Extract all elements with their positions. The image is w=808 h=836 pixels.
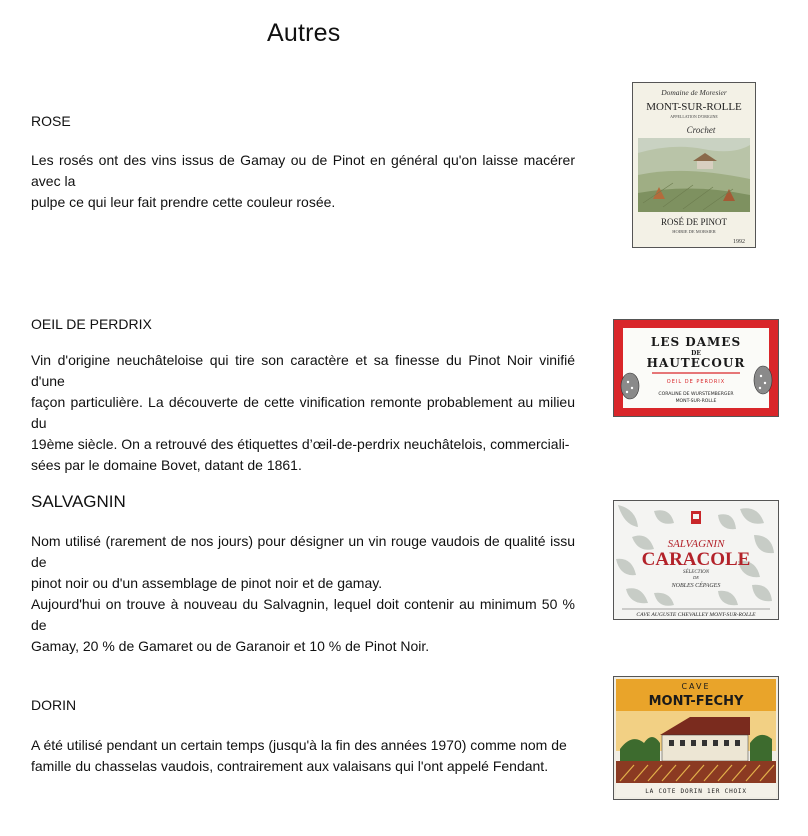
label-text: ROSÉ DE PINOT: [660, 217, 728, 227]
paragraph-line: façon particulière. La découverte de cette vinification remonte probablement au milieu du: [31, 394, 575, 431]
label-text: LA COTE DORIN 1ER CHOIX: [645, 788, 747, 795]
label-text: HAUTECOUR: [646, 356, 746, 370]
section-paragraph-oeil-de-perdrix: [31, 350, 575, 476]
page-title: Autres: [267, 19, 341, 47]
label-text: DE: [691, 350, 701, 357]
salvagnin-wine-label: [613, 500, 779, 620]
label-text: Crochet: [686, 125, 716, 135]
paragraph-line: sées par le domaine Bovet, datant de 1861.: [31, 457, 302, 473]
paragraph-line: Nom utilisé (rarement de nos jours) pour désigner un vin rouge vaudois de qualité issu de: [31, 533, 575, 570]
label-text: APPELLATION D'ORIGINE: [670, 114, 718, 119]
label-text: DE: [693, 575, 699, 580]
section-paragraph-salvagnin: [31, 531, 575, 657]
paragraph-line: Vin d'origine neuchâteloise qui tire son caractère et sa finesse du Pinot Noir vinifié d'une: [31, 352, 575, 389]
label-text: CAVE: [681, 682, 711, 691]
section-heading-oeil-de-perdrix: OEIL DE PERDRIX: [31, 316, 152, 332]
label-text: OEIL DE PERDRIX: [666, 379, 726, 385]
paragraph-line: A été utilisé pendant un certain temps (jusqu'à la fin des années 1970) comme nom de: [31, 737, 567, 753]
section-paragraph-dorin: [31, 735, 575, 777]
section-paragraph-rose: [31, 150, 575, 213]
label-text: 1992: [733, 239, 745, 245]
paragraph-line: Gamay, 20 % de Gamaret ou de Garanoir et 10 % de Pinot Noir.: [31, 638, 430, 654]
label-text: HOIRIE DE MORSIER: [672, 229, 716, 234]
label-text: MONT-SUR-ROLLE: [675, 399, 717, 404]
paragraph-line: pulpe ce qui leur fait prendre cette couleur rosée.: [31, 194, 336, 210]
rose-wine-label: [632, 82, 756, 248]
label-text: MONT-FECHY: [648, 694, 744, 709]
label-text: LES DAMES: [650, 335, 742, 349]
label-text: MONT-SUR-ROLLE: [646, 101, 742, 113]
section-heading-salvagnin: SALVAGNIN: [31, 492, 126, 511]
paragraph-line: pinot noir ou d'un assemblage de pinot noir et de gamay.: [31, 575, 383, 591]
label-text: Domaine de Moresier: [661, 88, 727, 97]
paragraph-line: Aujourd'hui on trouve à nouveau du Salvagnin, lequel doit contenir au minimum 50 % de: [31, 596, 575, 633]
label-text: CAVE AUGUSTE CHEVALLEY MONT-SUR-ROLLE: [636, 612, 756, 618]
label-text: SALVAGNIN: [667, 538, 725, 550]
dorin-wine-label: [613, 676, 779, 800]
section-heading-rose: ROSE: [31, 113, 71, 129]
label-text: CARACOLE: [641, 549, 751, 570]
oeil-de-perdrix-wine-label: [613, 319, 779, 417]
paragraph-line: famille du chasselas vaudois, contrairement aux valaisans qui l'ont appelé Fendant.: [31, 758, 549, 774]
section-heading-dorin: DORIN: [31, 697, 77, 713]
paragraph-line: Les rosés ont des vins issus de Gamay ou de Pinot en général qu'on laisse macérer avec la: [31, 152, 575, 189]
paragraph-line: 19ème siècle. On a retrouvé des étiquettes d’œil-de-perdrix neuchâtelois, commerciali-: [31, 436, 570, 452]
label-text: NOBLES CÉPAGES: [671, 583, 721, 589]
label-text: CORALINE DE WURSTEMBERGER: [658, 392, 734, 397]
label-text: SÉLECTION: [682, 570, 710, 575]
